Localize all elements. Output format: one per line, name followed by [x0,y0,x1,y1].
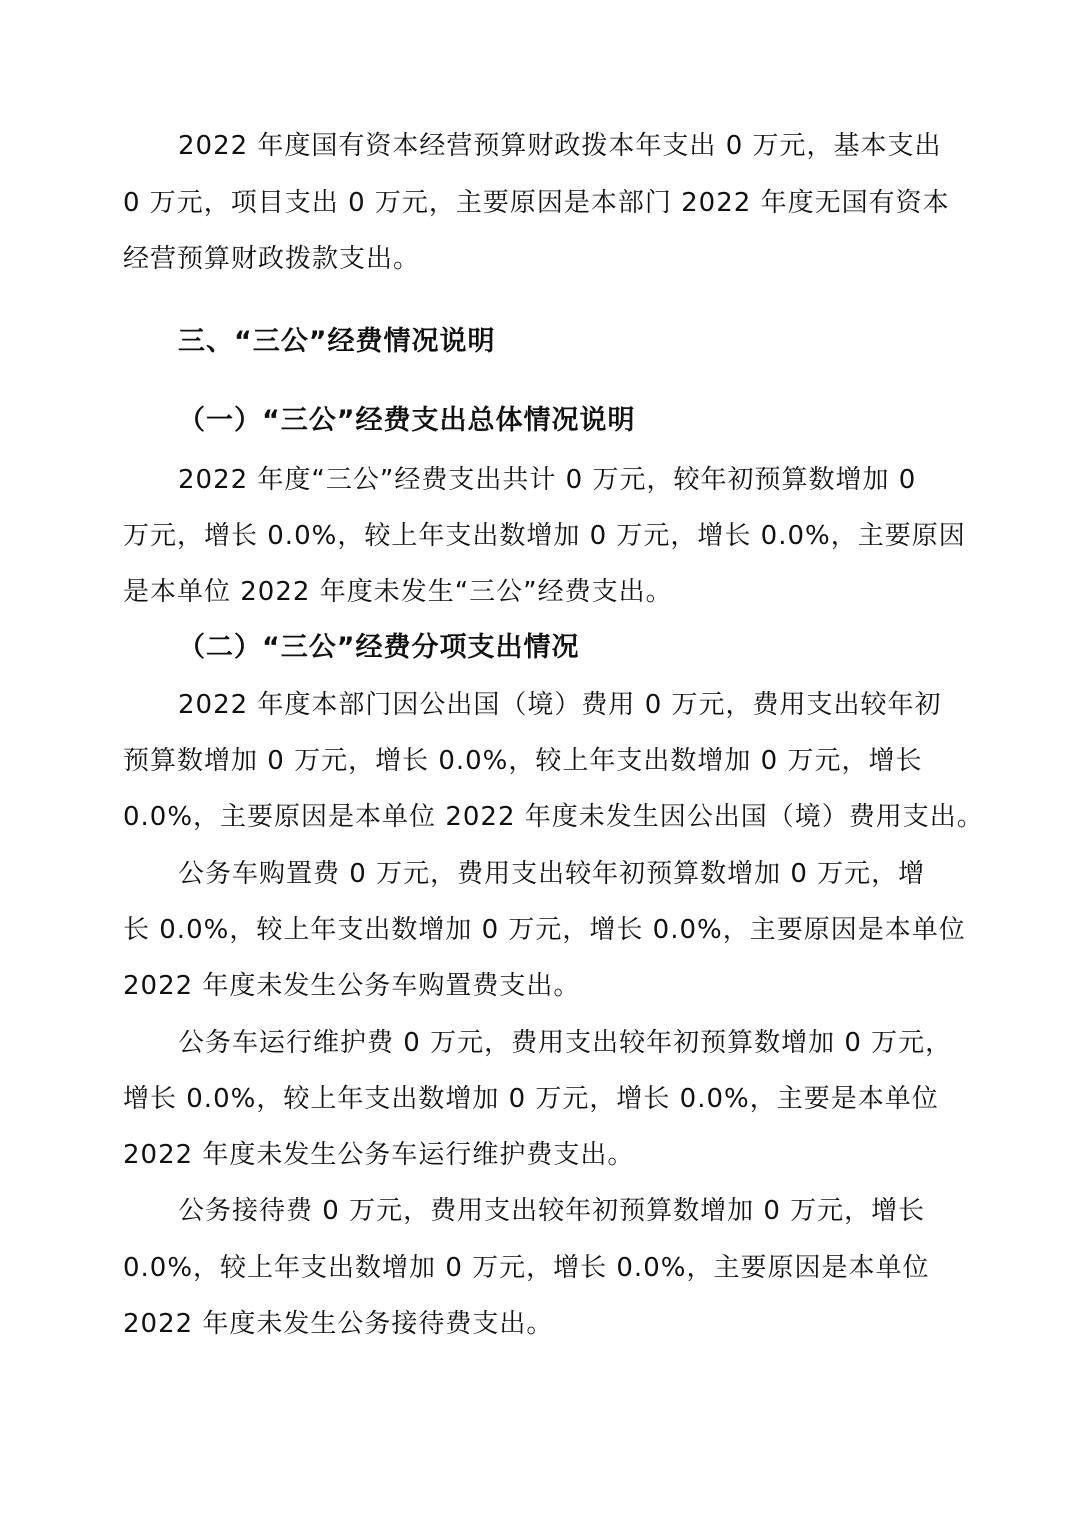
paragraph-line: 万元，增长 0.0%，较上年支出数增加 0 万元，增长 0.0%，主要原因 [123,521,966,551]
paragraph-line: 0 万元，项目支出 0 万元，主要原因是本部门 2022 年度无国有资本 [123,188,950,218]
subsection-heading: （一）“三公”经费支出总体情况说明 [178,405,636,436]
section-heading: 三、“三公”经费情况说明 [178,326,496,357]
subsection-heading: （二）“三公”经费分项支出情况 [178,632,580,663]
paragraph-line: 是本单位 2022 年度未发生“三公”经费支出。 [123,577,673,607]
paragraph-line: 公务接待费 0 万元，费用支出较年初预算数增加 0 万元，增长 [178,1196,926,1226]
paragraph-line: 2022 年度国有资本经营预算财政拨本年支出 0 万元，基本支出 [178,131,942,161]
paragraph-line: 0.0%，主要原因是本单位 2022 年度未发生因公出国（境）费用支出。 [123,802,984,832]
paragraph-line: 公务车运行维护费 0 万元，费用支出较年初预算数增加 0 万元， [178,1028,953,1058]
paragraph-line: 2022 年度本部门因公出国（境）费用 0 万元，费用支出较年初 [178,690,942,720]
paragraph-line: 2022 年度“三公”经费支出共计 0 万元，较年初预算数增加 0 [178,465,917,495]
paragraph-line: 长 0.0%，较上年支出数增加 0 万元，增长 0.0%，主要原因是本单位 [123,915,966,945]
paragraph-line: 2022 年度未发生公务接待费支出。 [123,1309,554,1339]
paragraph-line: 2022 年度未发生公务车购置费支出。 [123,971,581,1001]
paragraph-line: 0.0%，较上年支出数增加 0 万元，增长 0.0%，主要原因是本单位 [123,1253,930,1283]
paragraph-line: 预算数增加 0 万元，增长 0.0%，较上年支出数增加 0 万元，增长 [123,746,923,776]
paragraph-line: 经营预算财政拨款支出。 [123,244,421,274]
paragraph-line: 增长 0.0%，较上年支出数增加 0 万元，增长 0.0%，主要是本单位 [123,1084,939,1114]
paragraph-line: 公务车购置费 0 万元，费用支出较年初预算数增加 0 万元，增 [178,859,926,889]
paragraph-line: 2022 年度未发生公务车运行维护费支出。 [123,1140,635,1170]
